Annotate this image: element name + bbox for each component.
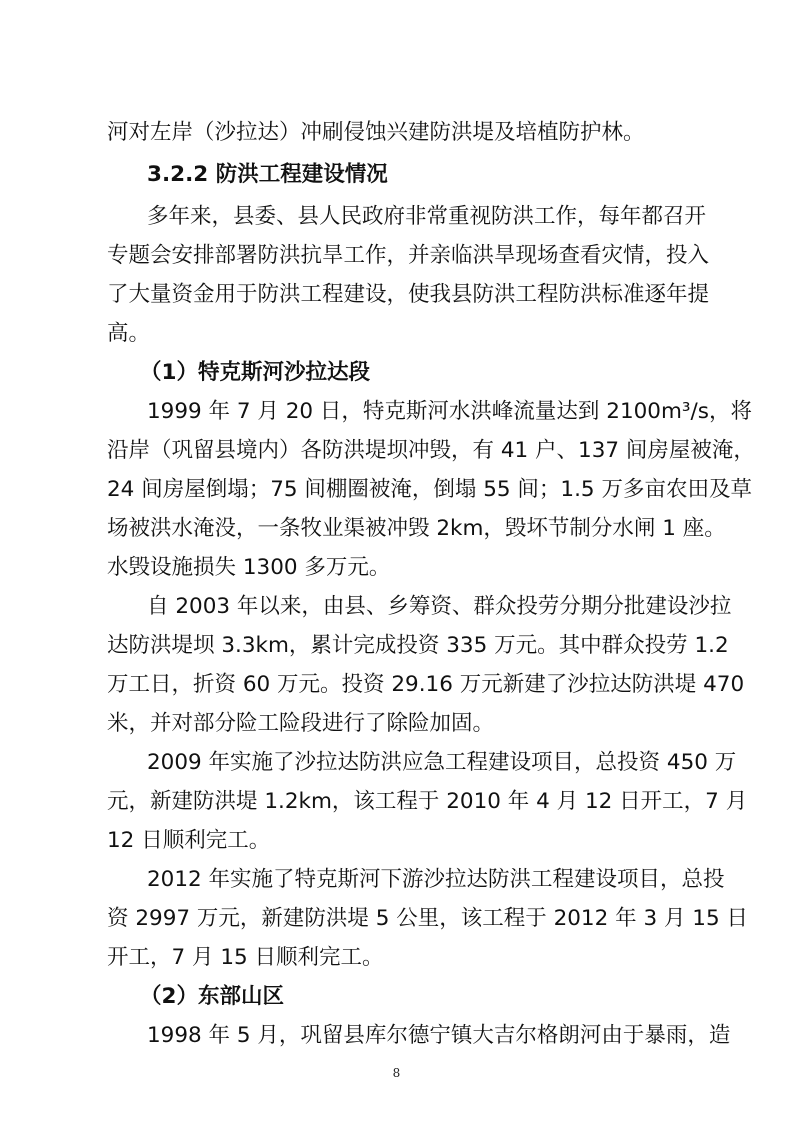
paragraph-line: 开工，7 月 15 日顺利完工。 — [107, 945, 384, 970]
paragraph-line: 多年来，县委、县人民政府非常重视防洪工作，每年都召开 — [147, 204, 707, 229]
section-heading: 3.2.2 防洪工程建设情况 — [147, 162, 388, 187]
paragraph-line: 高。 — [107, 321, 151, 346]
paragraph-line: 水毁设施损失 1300 多万元。 — [107, 555, 391, 580]
paragraph-line: 专题会安排部署防洪抗旱工作，并亲临洪旱现场查看灾情，投入 — [107, 243, 710, 268]
paragraph-line: 万工日，折资 60 万元。投资 29.16 万元新建了沙拉达防洪堤 470 — [107, 672, 745, 697]
paragraph-line: 沿岸（巩留县境内）各防洪堤坝冲毁，有 41 户、137 间房屋被淹， — [107, 438, 755, 463]
paragraph-line: 达防洪堤坝 3.3km，累计完成投资 335 万元。其中群众投劳 1.2 — [107, 633, 729, 658]
paragraph-line: 资 2997 万元，新建防洪堤 5 公里，该工程于 2012 年 3 月 15 日 — [107, 906, 748, 931]
subsection-heading: （1）特克斯河沙拉达段 — [140, 360, 370, 385]
paragraph-line: 1998 年 5 月，巩留县库尔德宁镇大吉尔格朗河由于暴雨，造 — [147, 1023, 731, 1048]
paragraph-line: 河对左岸（沙拉达）冲刷侵蚀兴建防洪堤及培植防护林。 — [107, 120, 645, 145]
paragraph-line: 米，并对部分险工险段进行了除险加固。 — [107, 711, 495, 736]
paragraph-line: 场被洪水淹没，一条牧业渠被冲毁 2km，毁坏节制分水闸 1 座。 — [107, 516, 726, 541]
paragraph-line: 了大量资金用于防洪工程建设，使我县防洪工程防洪标准逐年提 — [107, 282, 710, 307]
paragraph-line: 2012 年实施了特克斯河下游沙拉达防洪工程建设项目，总投 — [147, 867, 725, 892]
paragraph-line: 1999 年 7 月 20 日，特克斯河水洪峰流量达到 2100m³/s，将 — [147, 399, 752, 424]
paragraph-line: 自 2003 年以来，由县、乡筹资、群众投劳分期分批建设沙拉 — [147, 594, 732, 619]
paragraph-line: 12 日顺利完工。 — [107, 828, 271, 853]
paragraph-line: 元，新建防洪堤 1.2km，该工程于 2010 年 4 月 12 日开工，7 月 — [107, 789, 748, 814]
paragraph-line: 2009 年实施了沙拉达防洪应急工程建设项目，总投资 450 万 — [147, 750, 737, 775]
subsection-heading: （2）东部山区 — [140, 984, 284, 1009]
page-number: 8 — [392, 1066, 401, 1080]
paragraph-line: 24 间房屋倒塌；75 间棚圈被淹，倒塌 55 间；1.5 万多亩农田及草 — [107, 477, 752, 502]
